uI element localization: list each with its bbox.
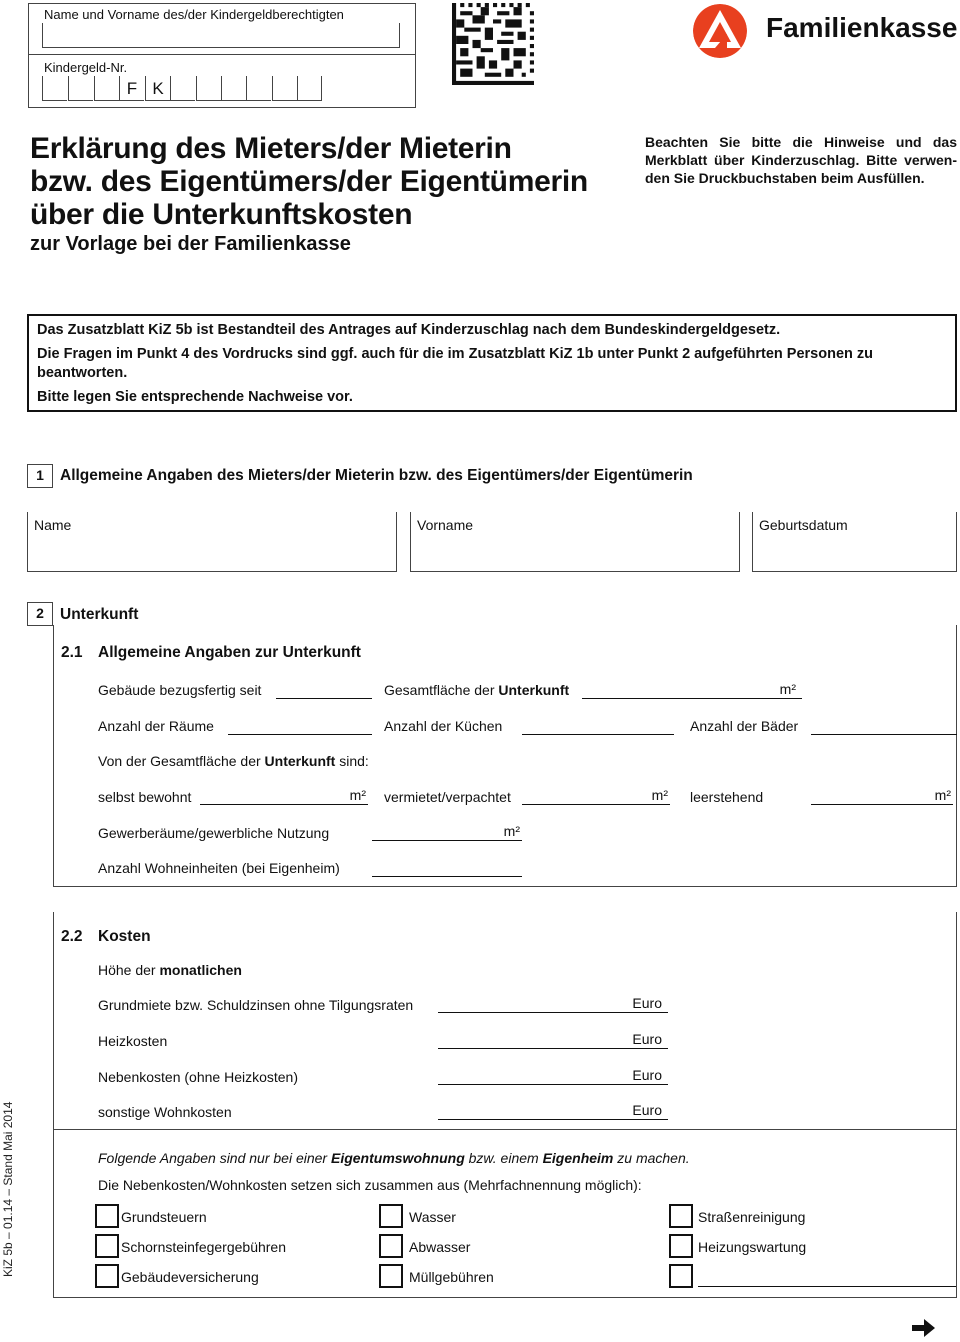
gesamtflaeche-input[interactable] bbox=[582, 681, 802, 699]
kindergeld-cell[interactable] bbox=[42, 76, 67, 101]
kindergeld-cell: K bbox=[145, 76, 170, 101]
unit-label: m² bbox=[503, 823, 520, 839]
kindergeld-cell[interactable] bbox=[272, 76, 297, 101]
checkbox-grundsteuern[interactable] bbox=[95, 1204, 119, 1228]
field-label: Anzahl Wohneinheiten (bei Eigenheim) bbox=[98, 860, 340, 876]
eigentum-note bbox=[98, 1150, 690, 1166]
title-line: über die Unterkunftskosten bbox=[30, 198, 413, 231]
header-divider bbox=[28, 54, 416, 55]
checkbox-label: Schornsteinfegergebühren bbox=[121, 1239, 287, 1255]
label-part: Gesamtfläche der bbox=[384, 682, 499, 698]
bezugsfertig-input[interactable] bbox=[276, 683, 372, 699]
checkbox-sonstiges[interactable] bbox=[669, 1264, 693, 1288]
kuechen-input[interactable] bbox=[522, 719, 674, 735]
unit-label: Euro bbox=[632, 1102, 662, 1118]
sonstiges-input[interactable] bbox=[698, 1270, 956, 1287]
kindergeld-cell[interactable] bbox=[170, 76, 195, 101]
grundmiete-input[interactable] bbox=[438, 995, 668, 1013]
label-part-bold: Unterkunft bbox=[264, 753, 336, 769]
vorname-input[interactable] bbox=[410, 512, 740, 572]
label-part: Folgende Angaben sind nur bei einer bbox=[98, 1150, 331, 1166]
checkbox-wasser[interactable] bbox=[379, 1204, 403, 1228]
label-part: zu machen. bbox=[613, 1150, 690, 1166]
field-label: Vorname bbox=[417, 517, 474, 533]
field-label bbox=[98, 753, 369, 769]
label-part: Höhe der bbox=[98, 962, 160, 978]
label-part: bzw. einem bbox=[464, 1150, 543, 1166]
unit-label: Euro bbox=[632, 1031, 662, 1047]
checkbox-label: Abwasser bbox=[409, 1239, 471, 1255]
field-label bbox=[98, 962, 242, 978]
heizkosten-input[interactable] bbox=[438, 1031, 668, 1049]
label-part-bold: monatlichen bbox=[159, 962, 242, 978]
checkbox-abwasser[interactable] bbox=[379, 1234, 403, 1258]
field-label: selbst bewohnt bbox=[98, 789, 192, 805]
sonstige-wohnkosten-input[interactable] bbox=[438, 1102, 668, 1120]
cost-label: Grundmiete bzw. Schuldzinsen ohne Tilgungsraten bbox=[98, 997, 414, 1013]
field-label bbox=[384, 682, 569, 698]
cost-label: sonstige Wohnkosten bbox=[98, 1104, 232, 1120]
logo-text: Familienkasse bbox=[766, 12, 958, 43]
info-paragraph: Die Fragen im Punkt 4 des Vordrucks sind ggf. auch für die im Zusatzblatt KiZ 1b unter Punkt 2 aufgeführten Personen zu beantworten. bbox=[37, 346, 874, 381]
unit-label: m² bbox=[779, 681, 796, 697]
nebenkosten-input[interactable] bbox=[438, 1067, 668, 1085]
kindergeld-label: Kindergeld-Nr. bbox=[44, 60, 128, 75]
nebenkosten-intro: Die Nebenkosten/Wohnkosten setzen sich zusammen aus (Mehrfachnennung möglich): bbox=[98, 1177, 642, 1193]
section-title: Allgemeine Angaben des Mieters/der Mieterin bzw. des Eigentümers/der Eigentümerin bbox=[60, 467, 693, 484]
arrow-right-icon bbox=[912, 1318, 936, 1338]
instruction-note: Beachten Sie bitte die Hinweise und das Merkblatt über Kinderzuschlag. Bitte verwen-den Sie Druckbuchstaben beim Ausfüllen. bbox=[645, 134, 957, 186]
subsection-title: Kosten bbox=[98, 928, 151, 945]
checkbox-label: Heizungswartung bbox=[698, 1239, 807, 1255]
checkbox-label: Straßenreinigung bbox=[698, 1209, 806, 1225]
subsection-number: 2.1 bbox=[61, 644, 83, 661]
datamatrix-barcode bbox=[452, 3, 534, 85]
subsection-title: Allgemeine Angaben zur Unterkunft bbox=[98, 644, 361, 661]
subsection-number: 2.2 bbox=[61, 928, 83, 945]
geburtsdatum-input[interactable] bbox=[752, 512, 957, 572]
name-field[interactable] bbox=[42, 23, 400, 48]
checkbox-strassenreinigung[interactable] bbox=[669, 1204, 693, 1228]
section-title: Unterkunft bbox=[60, 606, 139, 623]
cost-label: Heizkosten bbox=[98, 1033, 168, 1049]
gewerbe-input[interactable] bbox=[372, 823, 522, 841]
checkbox-label: Grundsteuern bbox=[121, 1209, 207, 1225]
info-box bbox=[27, 314, 957, 412]
form-version-text: KiZ 5b – 01.14 – Stand Mai 2014 bbox=[1, 1101, 15, 1277]
leerstehend-input[interactable] bbox=[811, 787, 953, 805]
field-label: Geburtsdatum bbox=[759, 517, 848, 533]
unit-label: m² bbox=[934, 787, 951, 803]
section-number: 1 bbox=[27, 464, 53, 488]
name-label: Name und Vorname des/der Kindergeldberechtigten bbox=[44, 7, 344, 22]
cost-label: Nebenkosten (ohne Heizkosten) bbox=[98, 1069, 299, 1085]
label-part: Von der Gesamtfläche der bbox=[98, 753, 265, 769]
name-input[interactable] bbox=[27, 512, 397, 572]
section-number: 2 bbox=[27, 602, 53, 626]
page-subtitle: zur Vorlage bei der Familienkasse bbox=[30, 233, 351, 255]
section-2-2-box bbox=[53, 912, 957, 1130]
unit-label: Euro bbox=[632, 1067, 662, 1083]
title-line: Erklärung des Mieters/der Mieterin bbox=[30, 132, 512, 165]
field-label: Gewerberäume/gewerbliche Nutzung bbox=[98, 825, 330, 841]
kindergeld-cell: F bbox=[119, 76, 144, 101]
kindergeld-cell[interactable] bbox=[297, 76, 322, 101]
kindergeld-cell[interactable] bbox=[221, 76, 246, 101]
label-part-bold: Eigentumswohnung bbox=[330, 1150, 465, 1166]
wohneinheiten-input[interactable] bbox=[372, 860, 522, 877]
field-label: vermietet/verpachtet bbox=[384, 789, 511, 805]
field-label: Gebäude bezugsfertig seit bbox=[98, 682, 262, 698]
label-part-bold: Unterkunft bbox=[498, 682, 570, 698]
checkbox-heizungswartung[interactable] bbox=[669, 1234, 693, 1258]
kindergeld-cell[interactable] bbox=[94, 76, 119, 101]
field-label: leerstehend bbox=[690, 789, 764, 805]
kindergeld-cell[interactable] bbox=[68, 76, 93, 101]
info-paragraph: Bitte legen Sie entsprechende Nachweise vor. bbox=[37, 389, 353, 405]
raeume-input[interactable] bbox=[228, 719, 372, 735]
selbst-bewohnt-input[interactable] bbox=[200, 787, 368, 805]
checkbox-label: Gebäudeversicherung bbox=[121, 1269, 259, 1285]
checkbox-muellgebuehren[interactable] bbox=[379, 1264, 403, 1288]
label-part-bold: Eigenheim bbox=[542, 1150, 614, 1166]
kindergeld-cell[interactable] bbox=[196, 76, 221, 101]
unit-label: Euro bbox=[632, 995, 662, 1011]
baeder-input[interactable] bbox=[811, 719, 957, 735]
label-part: sind: bbox=[335, 753, 369, 769]
unit-label: m² bbox=[651, 787, 668, 803]
title-line: bzw. des Eigentümers/der Eigentümerin bbox=[30, 165, 588, 198]
field-label: Anzahl der Küchen bbox=[384, 718, 503, 734]
field-label: Anzahl der Bäder bbox=[690, 718, 799, 734]
checkbox-label: Wasser bbox=[409, 1209, 456, 1225]
info-paragraph: Das Zusatzblatt KiZ 5b ist Bestandteil des Antrages auf Kinderzuschlag nach dem Bundeskindergeldgesetz. bbox=[37, 322, 781, 338]
checkbox-gebaeudeversicherung[interactable] bbox=[95, 1264, 119, 1288]
vermietet-input[interactable] bbox=[522, 787, 670, 805]
field-label: Name bbox=[34, 517, 72, 533]
field-label: Anzahl der Räume bbox=[98, 718, 214, 734]
unit-label: m² bbox=[349, 787, 366, 803]
familienkasse-logo-icon bbox=[693, 4, 747, 58]
page-title bbox=[30, 132, 588, 231]
kindergeld-cell[interactable] bbox=[246, 76, 271, 101]
checkbox-label: Müllgebühren bbox=[409, 1269, 494, 1285]
checkbox-schornsteinfeger[interactable] bbox=[95, 1234, 119, 1258]
